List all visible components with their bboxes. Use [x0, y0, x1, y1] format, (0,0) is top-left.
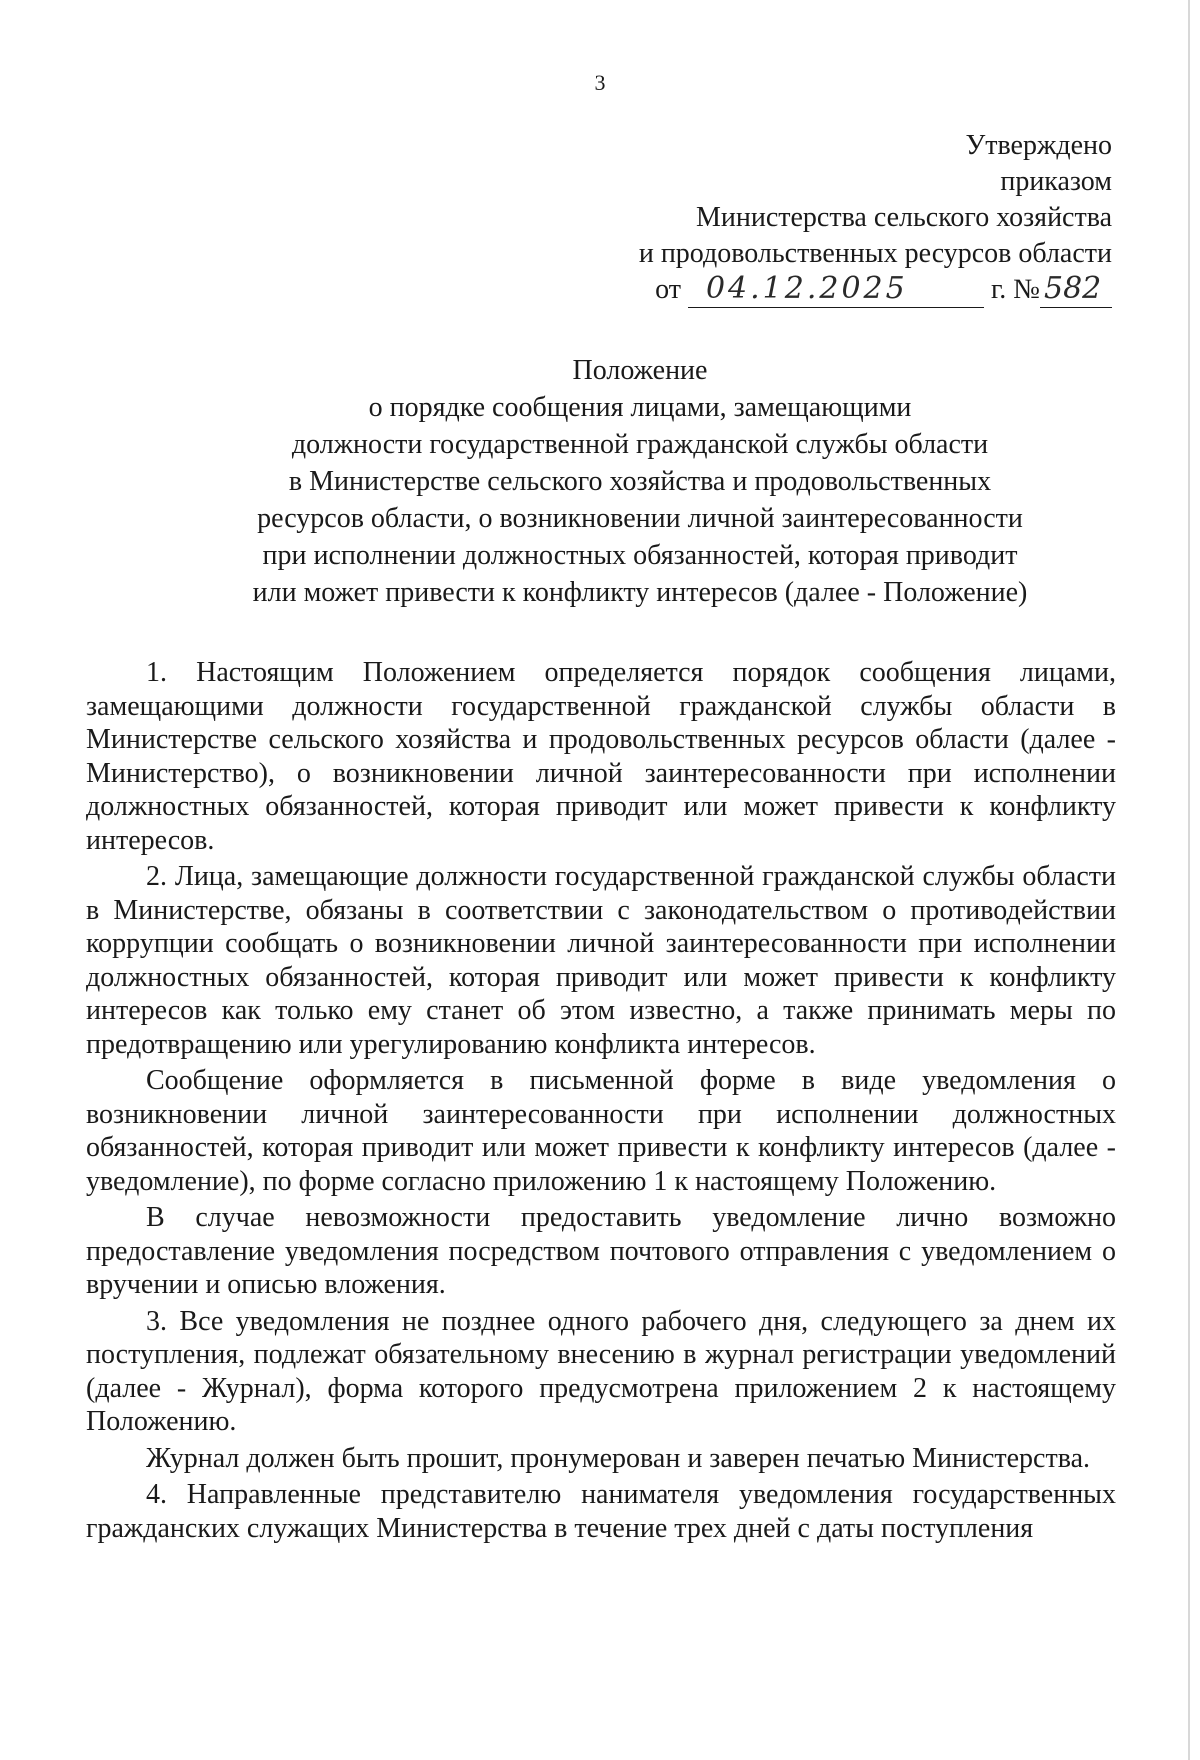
- title-line-2: о порядке сообщения лицами, замещающими: [368, 392, 912, 423]
- paragraph-1: 1. Настоящим Положением определяется порядок сообщения лицами, замещающими должности государственной гражданской службы области в Министерстве сельского хозяйства и продовольственных ресурсов области (далее - Министерство), о возникновении личной заинтересованности при исполнении должностных обязанностей, которая приводит или может привести к конфликту интересов.: [86, 657, 1116, 856]
- paragraph-7: 4. Направленные представителю нанимателя уведомления государственных гражданских служащих Министерства в течение трех дней с даты поступления: [86, 1479, 1116, 1544]
- title-line-7: или может привести к конфликту интересов (далее - Положение): [252, 577, 1028, 608]
- title-line-5: ресурсов области, о возникновении личной заинтересованности: [257, 503, 1023, 534]
- title-line-3: должности государственной гражданской службы области: [291, 429, 989, 460]
- handwritten-date: 04.12.2025: [705, 271, 908, 306]
- approval-line-2: приказом: [1000, 166, 1112, 197]
- document-body: [86, 656, 1116, 1548]
- paragraph-4: В случае невозможности предоставить уведомление лично возможно предоставление уведомления посредством почтового отправления с уведомлением о вручении и описью вложения.: [86, 1202, 1116, 1300]
- approval-block: [512, 128, 1112, 308]
- paragraph-2: 2. Лица, замещающие должности государственной гражданской службы области в Министерстве, обязаны в соответствии с законодательством о противодействии коррупции сообщать о возникновении личной заинтересованности при исполнении должностных обязанностей, которая приводит или может привести к конфликту интересов как только ему станет об этом известно, а также принимать меры по предотвращению или урегулированию конфликта интересов.: [86, 861, 1116, 1060]
- paragraph-5: 3. Все уведомления не позднее одного рабочего дня, следующего за днем их поступления, подлежат обязательному внесению в журнал регистрации уведомлений (далее - Журнал), форма которого предусмотрена приложением 2 к настоящему Положению.: [86, 1305, 1116, 1437]
- scan-edge-line: [1188, 0, 1190, 1760]
- page-number: 3: [594, 70, 606, 95]
- number-field: [1040, 271, 1112, 308]
- number-prefix: г. №: [990, 274, 1040, 305]
- paragraph-6: Журнал должен быть прошит, пронумерован и заверен печатью Министерства.: [146, 1442, 1091, 1474]
- title-line-6: при исполнении должностных обязанностей, которая приводит: [262, 540, 1018, 571]
- handwritten-number: 582: [1044, 271, 1102, 306]
- approval-line-1: Утверждено: [965, 130, 1112, 161]
- title-line-4: в Министерстве сельского хозяйства и продовольственных: [288, 466, 992, 497]
- approval-line-4: и продовольственных ресурсов области: [638, 238, 1112, 269]
- date-field: [688, 271, 984, 308]
- approval-line-3: Министерства сельского хозяйства: [695, 202, 1112, 233]
- document-title: [200, 352, 1080, 611]
- paragraph-3: Сообщение оформляется в письменной форме в виде уведомления о возникновении личной заинтересованности при исполнении должностных обязанностей, которая приводит или может привести к конфликту интересов (далее - уведомление), по форме согласно приложению 1 к настоящему Положению.: [86, 1065, 1116, 1197]
- title-line-1: Положение: [572, 355, 708, 386]
- approval-date-line: [512, 272, 1112, 308]
- date-prefix: от: [655, 274, 681, 305]
